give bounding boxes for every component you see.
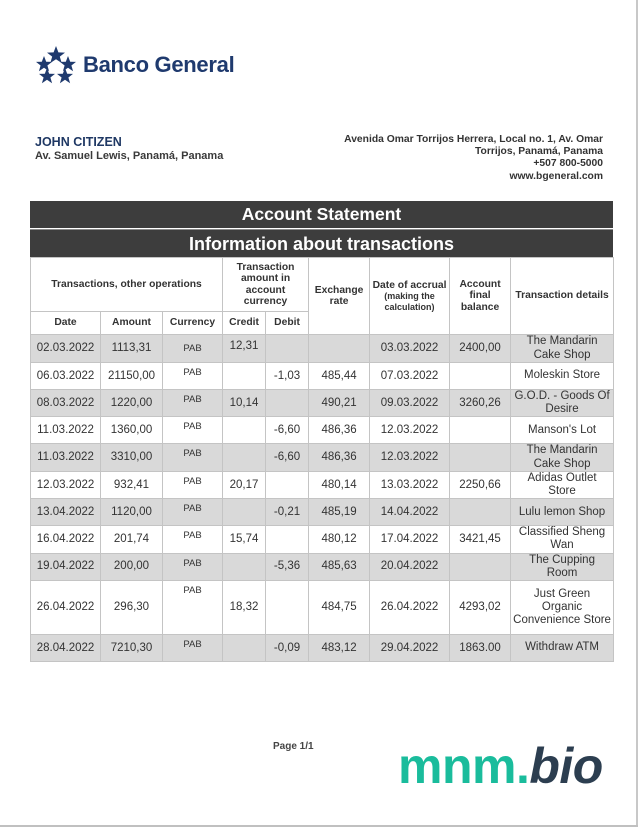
five-star-ring-icon <box>35 45 77 85</box>
cell-amount: 3310,00 <box>101 444 163 471</box>
cell-date: 28.04.2022 <box>31 635 101 662</box>
cell-date: 11.03.2022 <box>31 417 101 444</box>
cell-exchange-rate: 485,44 <box>309 363 370 390</box>
cell-date-of-accrual: 07.03.2022 <box>370 363 450 390</box>
cell-date: 16.04.2022 <box>31 526 101 553</box>
cell-exchange-rate: 490,21 <box>309 390 370 417</box>
cell-credit <box>223 444 266 471</box>
cell-final-balance: 3421,45 <box>450 526 511 553</box>
cell-date-of-accrual: 17.04.2022 <box>370 526 450 553</box>
cell-transaction-details: The Mandarin Cake Shop <box>511 444 614 471</box>
cell-date-of-accrual: 03.03.2022 <box>370 335 450 363</box>
cell-currency: PAB <box>163 444 223 471</box>
cell-exchange-rate: 480,14 <box>309 471 370 498</box>
cell-final-balance <box>450 417 511 444</box>
customer-block <box>35 135 223 163</box>
cell-exchange-rate: 485,63 <box>309 553 370 580</box>
cell-exchange-rate: 484,75 <box>309 581 370 635</box>
cell-amount: 21150,00 <box>101 363 163 390</box>
cell-amount: 1113,31 <box>101 335 163 363</box>
cell-currency: PAB <box>163 499 223 526</box>
transactions-table <box>30 257 614 662</box>
cell-debit: -0,21 <box>266 499 309 526</box>
cell-debit <box>266 335 309 363</box>
cell-exchange-rate: 485,19 <box>309 499 370 526</box>
cell-debit: -6,60 <box>266 417 309 444</box>
header-amount-group: Transaction amount in account currency <box>223 258 309 312</box>
cell-credit: 15,74 <box>223 526 266 553</box>
cell-transaction-details: The Cupping Room <box>511 553 614 580</box>
header-transactions-group: Transactions, other operations <box>31 258 223 312</box>
cell-debit <box>266 390 309 417</box>
watermark-part2: bio <box>529 738 603 794</box>
table-row <box>31 335 614 363</box>
header-debit: Debit <box>266 312 309 335</box>
cell-final-balance <box>450 499 511 526</box>
cell-amount: 296,30 <box>101 581 163 635</box>
cell-date: 08.03.2022 <box>31 390 101 417</box>
cell-amount: 1360,00 <box>101 417 163 444</box>
watermark <box>398 738 603 794</box>
bank-logo <box>35 45 234 85</box>
cell-transaction-details: Manson's Lot <box>511 417 614 444</box>
header-credit: Credit <box>223 312 266 335</box>
bank-contact-block <box>303 134 603 183</box>
cell-final-balance <box>450 553 511 580</box>
cell-credit: 20,17 <box>223 471 266 498</box>
cell-date-of-accrual: 13.03.2022 <box>370 471 450 498</box>
header-final-balance: Account final balance <box>450 258 511 335</box>
cell-final-balance: 3260,26 <box>450 390 511 417</box>
cell-amount: 201,74 <box>101 526 163 553</box>
cell-date: 19.04.2022 <box>31 553 101 580</box>
cell-final-balance: 2250,66 <box>450 471 511 498</box>
table-row <box>31 471 614 498</box>
cell-transaction-details: Moleskin Store <box>511 363 614 390</box>
table-row <box>31 526 614 553</box>
cell-debit <box>266 581 309 635</box>
cell-credit: 18,32 <box>223 581 266 635</box>
cell-date-of-accrual: 12.03.2022 <box>370 444 450 471</box>
cell-currency: PAB <box>163 417 223 444</box>
cell-debit <box>266 526 309 553</box>
customer-name: JOHN CITIZEN <box>35 135 122 149</box>
customer-address: Av. Samuel Lewis, Panamá, Panama <box>35 150 224 162</box>
cell-credit <box>223 417 266 444</box>
account-statement <box>30 201 613 662</box>
cell-amount: 1120,00 <box>101 499 163 526</box>
cell-debit: -1,03 <box>266 363 309 390</box>
cell-transaction-details: The Mandarin Cake Shop <box>511 335 614 363</box>
cell-date: 26.04.2022 <box>31 581 101 635</box>
cell-amount: 7210,30 <box>101 635 163 662</box>
bank-address-line2: Torrijos, Panamá, Panama <box>475 146 603 158</box>
header-date: Date <box>31 312 101 335</box>
cell-debit: -6,60 <box>266 444 309 471</box>
cell-final-balance: 2400,00 <box>450 335 511 363</box>
cell-date: 02.03.2022 <box>31 335 101 363</box>
cell-exchange-rate: 486,36 <box>309 417 370 444</box>
table-row <box>31 417 614 444</box>
cell-credit <box>223 635 266 662</box>
cell-currency: PAB <box>163 471 223 498</box>
cell-final-balance <box>450 444 511 471</box>
cell-currency: PAB <box>163 635 223 662</box>
cell-transaction-details: Lulu lemon Shop <box>511 499 614 526</box>
cell-final-balance: 4293,02 <box>450 581 511 635</box>
cell-currency: PAB <box>163 581 223 635</box>
cell-transaction-details: Just Green Organic Convenience Store <box>511 581 614 635</box>
cell-exchange-rate: 480,12 <box>309 526 370 553</box>
cell-date-of-accrual: 26.04.2022 <box>370 581 450 635</box>
cell-final-balance <box>450 363 511 390</box>
cell-currency: PAB <box>163 553 223 580</box>
cell-amount: 932,41 <box>101 471 163 498</box>
cell-currency: PAB <box>163 335 223 363</box>
cell-transaction-details: Classified Sheng Wan <box>511 526 614 553</box>
cell-exchange-rate: 486,36 <box>309 444 370 471</box>
cell-exchange-rate: 483,12 <box>309 635 370 662</box>
bank-phone: +507 800-5000 <box>533 158 603 170</box>
cell-transaction-details: Adidas Outlet Store <box>511 471 614 498</box>
cell-transaction-details: G.O.D. - Goods Of Desire <box>511 390 614 417</box>
cell-amount: 1220,00 <box>101 390 163 417</box>
statement-title: Account Statement <box>30 201 613 228</box>
cell-date: 11.03.2022 <box>31 444 101 471</box>
cell-date: 12.03.2022 <box>31 471 101 498</box>
table-row <box>31 363 614 390</box>
cell-credit: 10,14 <box>223 390 266 417</box>
cell-debit: -5,36 <box>266 553 309 580</box>
cell-credit: 12,31 <box>223 335 266 363</box>
header-date-of-accrual <box>370 258 450 335</box>
bank-name: Banco General <box>83 52 235 77</box>
table-row <box>31 635 614 662</box>
header-date-of-accrual-label: Date of accrual <box>372 279 447 291</box>
cell-date-of-accrual: 09.03.2022 <box>370 390 450 417</box>
cell-amount: 200,00 <box>101 553 163 580</box>
cell-date-of-accrual: 14.04.2022 <box>370 499 450 526</box>
cell-credit <box>223 553 266 580</box>
bank-address-line1: Avenida Omar Torrijos Herrera, Local no. 1, Av. Omar <box>344 134 603 145</box>
table-row <box>31 444 614 471</box>
cell-date-of-accrual: 12.03.2022 <box>370 417 450 444</box>
header-transaction-details: Transaction details <box>511 258 614 335</box>
cell-debit <box>266 471 309 498</box>
cell-credit <box>223 363 266 390</box>
header-amount: Amount <box>101 312 163 335</box>
table-row <box>31 390 614 417</box>
statement-subtitle: Information about transactions <box>30 229 613 257</box>
cell-exchange-rate <box>309 335 370 363</box>
cell-credit <box>223 499 266 526</box>
cell-currency: PAB <box>163 526 223 553</box>
cell-date-of-accrual: 20.04.2022 <box>370 553 450 580</box>
cell-date-of-accrual: 29.04.2022 <box>370 635 450 662</box>
cell-date: 13.04.2022 <box>31 499 101 526</box>
header-exchange-rate: Exchange rate <box>309 258 370 335</box>
cell-currency: PAB <box>163 363 223 390</box>
page-number: Page 1/1 <box>273 741 314 752</box>
header-currency: Currency <box>163 312 223 335</box>
cell-currency: PAB <box>163 390 223 417</box>
table-row <box>31 581 614 635</box>
cell-transaction-details: Withdraw ATM <box>511 635 614 662</box>
table-row <box>31 553 614 580</box>
cell-date: 06.03.2022 <box>31 363 101 390</box>
watermark-part1: mnm. <box>398 738 530 794</box>
cell-debit: -0,09 <box>266 635 309 662</box>
header-date-of-accrual-note: (making the calculation) <box>384 291 435 312</box>
bank-website[interactable]: www.bgeneral.com <box>509 170 603 182</box>
table-row <box>31 499 614 526</box>
cell-final-balance: 1863.00 <box>450 635 511 662</box>
